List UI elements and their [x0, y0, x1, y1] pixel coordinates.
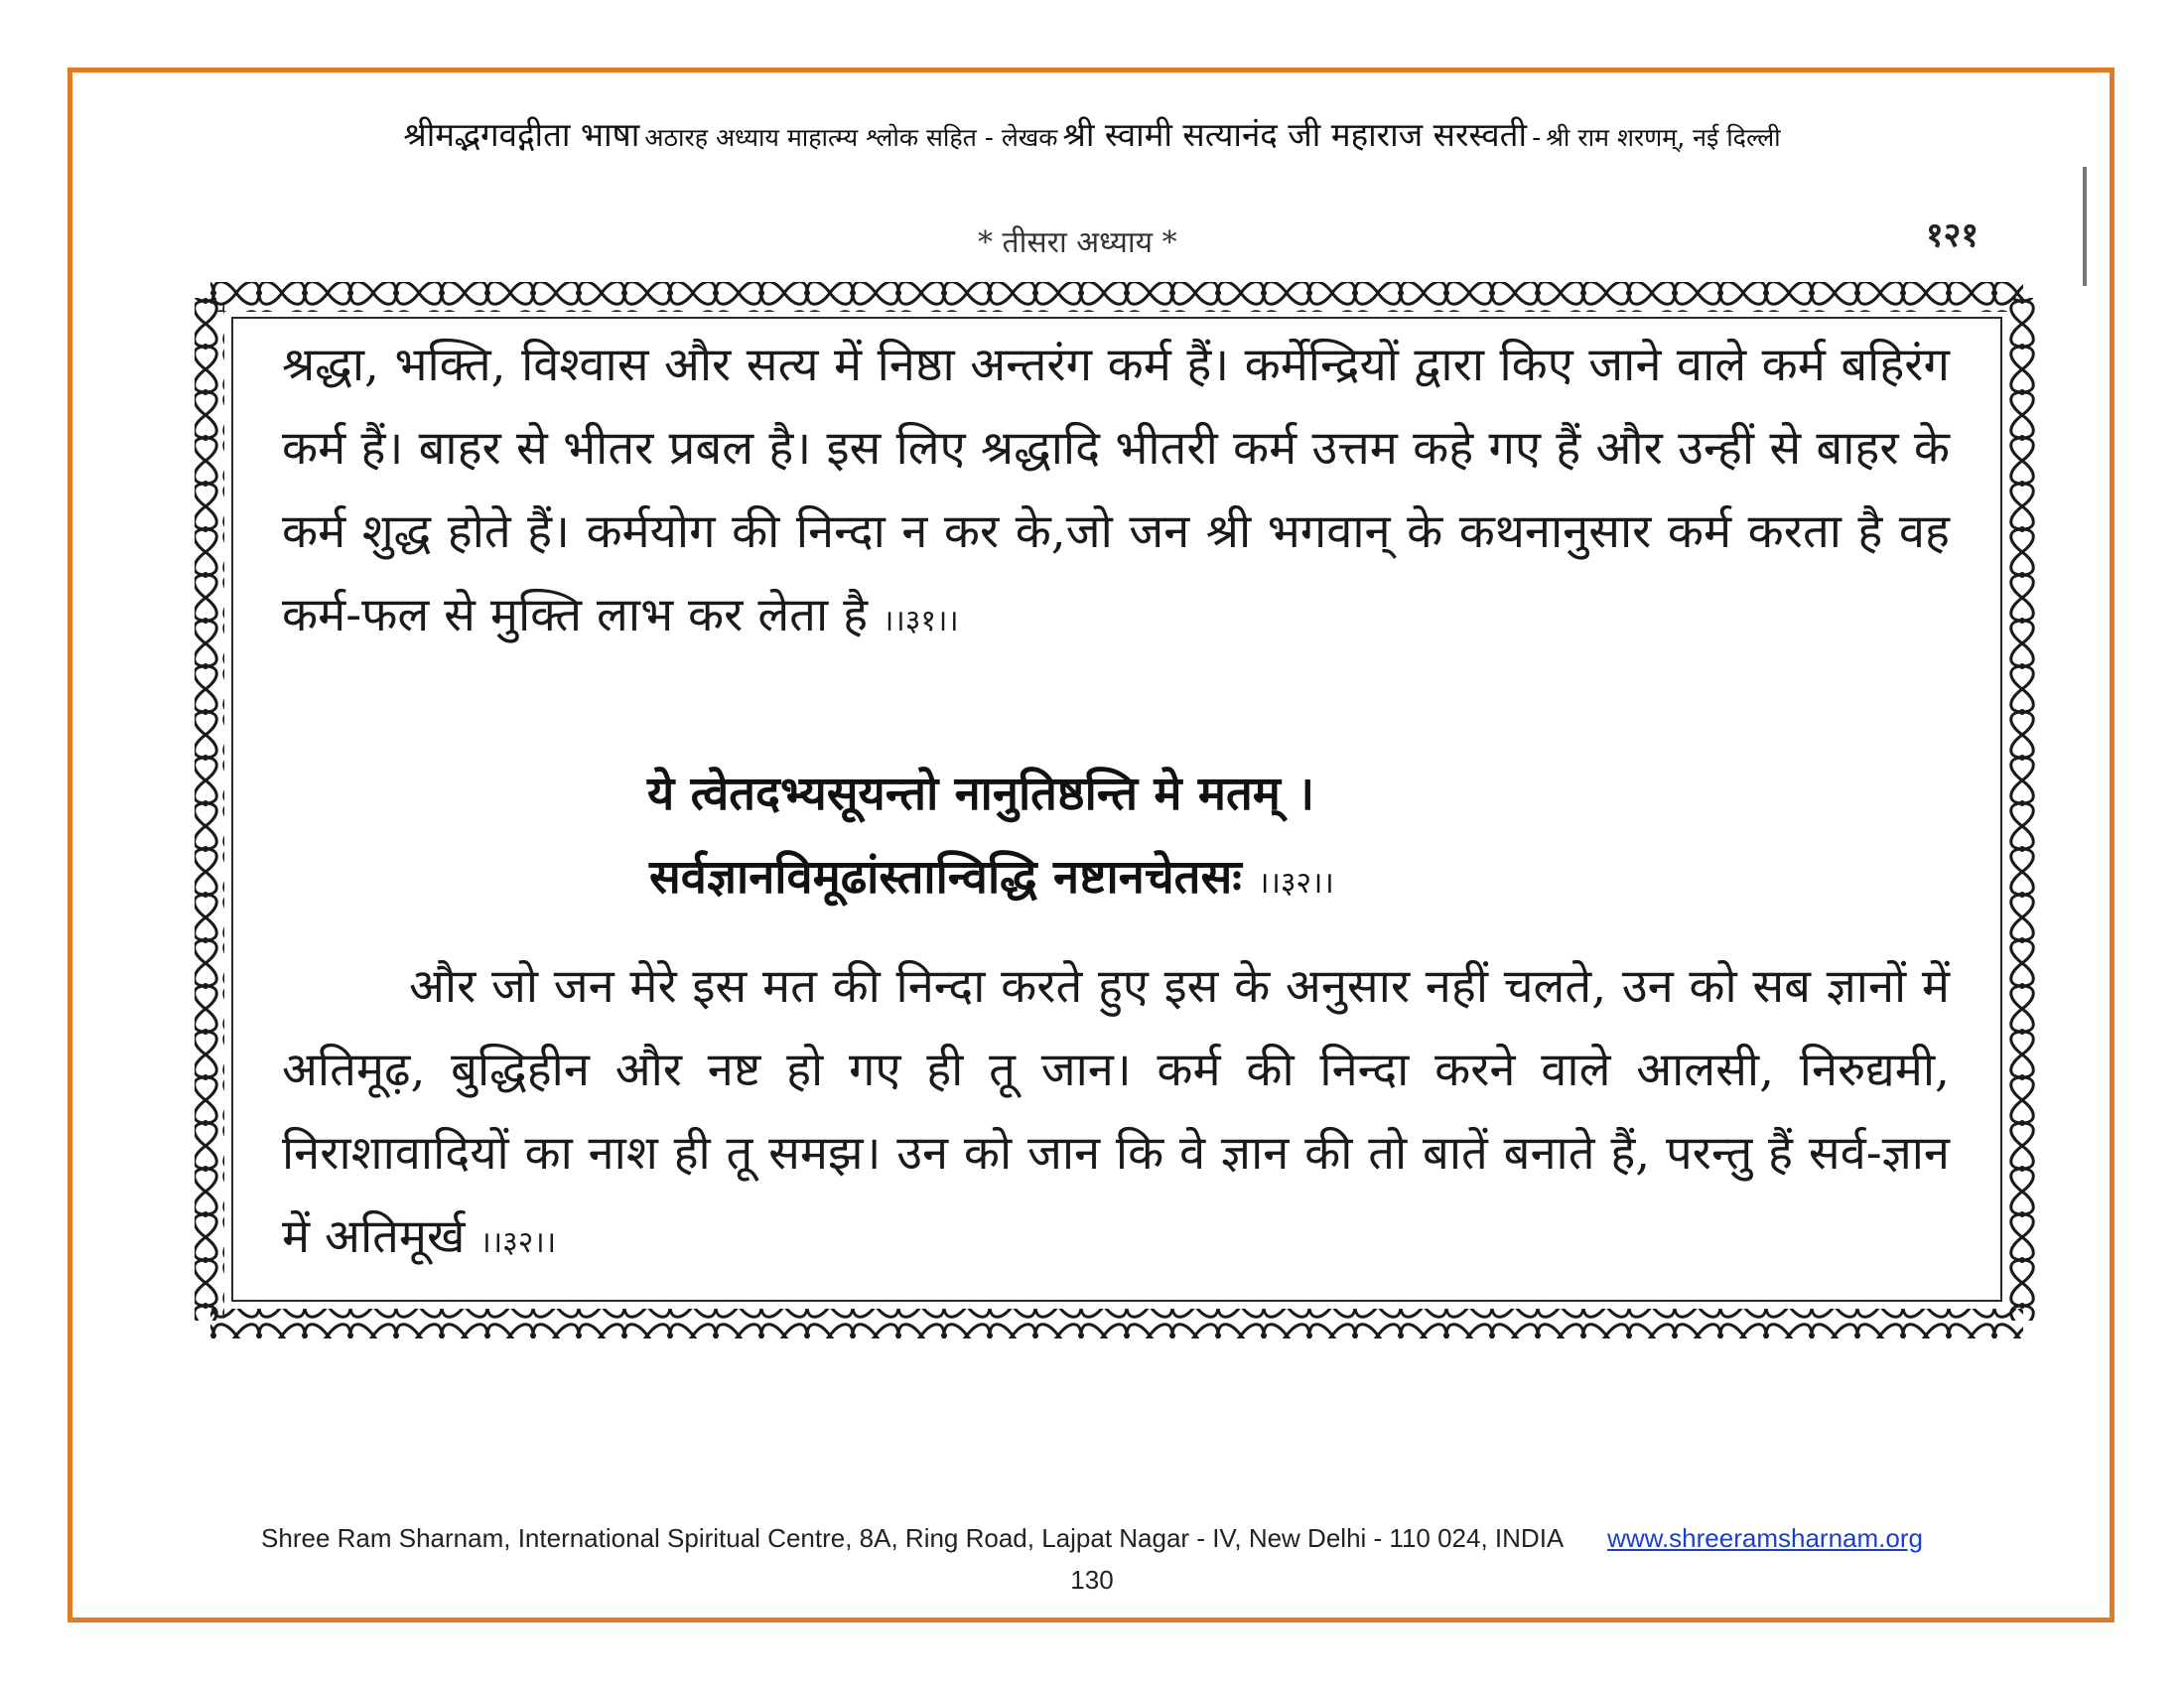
paragraph-31 [282, 324, 1950, 663]
header-title: श्रीमद्भगवद्गीता भाषा [403, 115, 640, 154]
sanskrit-verse-line-2 [649, 836, 1841, 925]
sanskrit-verse-line-2-text: सर्वज्ञानविमूढांस्तान्विद्धि नष्टानचेतसः [649, 850, 1242, 905]
website-link[interactable]: www.shreeramsharnam.org [1607, 1523, 1923, 1553]
scanned-page-panel [191, 278, 2043, 1340]
chapter-title: * तीसरा अध्याय * [978, 225, 1177, 260]
paragraph-32-text: और जो जन मेरे इस मत की निन्दा करते हुए इस के अनुसार नहीं चलते, उन को सब ज्ञानों में अतिमूढ़, बुद्धिहीन और नष्ट हो गए ही तू जान। कर्म की निन्दा करने वाले आलसी, निरुद्यमी, निराशावादियों का नाश ही तू समझ। उन को जान कि वे ज्ञान की तो बातें बनाते हैं, परन्तु हैं सर्व-ज्ञान में अतिमूर्ख [282, 959, 1950, 1264]
verse-marker-32: ।।३२।। [1258, 866, 1334, 901]
page-number: 130 [1070, 1565, 1114, 1595]
page-header [79, 111, 2105, 156]
header-publisher: श्री राम शरणम्, नई दिल्ली [1546, 123, 1781, 152]
paragraph-marker-32: ।।३२।। [479, 1225, 557, 1260]
footer-address: Shree Ram Sharnam, International Spiritual Centre, 8A, Ring Road, Lajpat Nagar - IV, New Delhi - 110 024, INDIA [261, 1523, 1563, 1553]
header-author: श्री स्वामी सत्यानंद जी महाराज सरस्वती [1062, 115, 1528, 154]
paragraph-32 [282, 945, 1950, 1285]
header-subtitle: अठारह अध्याय माहात्म्य श्लोक सहित - लेखक [644, 123, 1058, 152]
scanned-page-number: १२१ [1926, 215, 1979, 255]
page-footer [0, 1523, 2184, 1554]
header-separator: - [1532, 123, 1542, 152]
scan-edge-line [2083, 167, 2087, 286]
sanskrit-verse-line-1: ये त्वेतदभ्यसूयन्तो नानुतिष्ठन्ति मे मतम् । [647, 767, 1315, 821]
verse-marker-31: ।।३१।। [883, 604, 959, 638]
paragraph-31-text: श्रद्धा, भक्ति, विश्वास और सत्य में निष्ठा अन्तरंग कर्म हैं। कर्मेन्द्रियों द्वारा किए जाने वाले कर्म बहिरंग कर्म हैं। बाहर से भीतर प्रबल है। इस लिए श्रद्धादि भीतरी कर्म उत्तम कहे गए हैं और उन्हीं से बाहर के कर्म शुद्ध होते हैं। कर्मयोग की निन्दा न कर के,जो जन श्री भगवान् के कथनानुसार कर्म करता है वह कर्म-फल से मुक्ति लाभ कर लेता है [282, 338, 1950, 642]
